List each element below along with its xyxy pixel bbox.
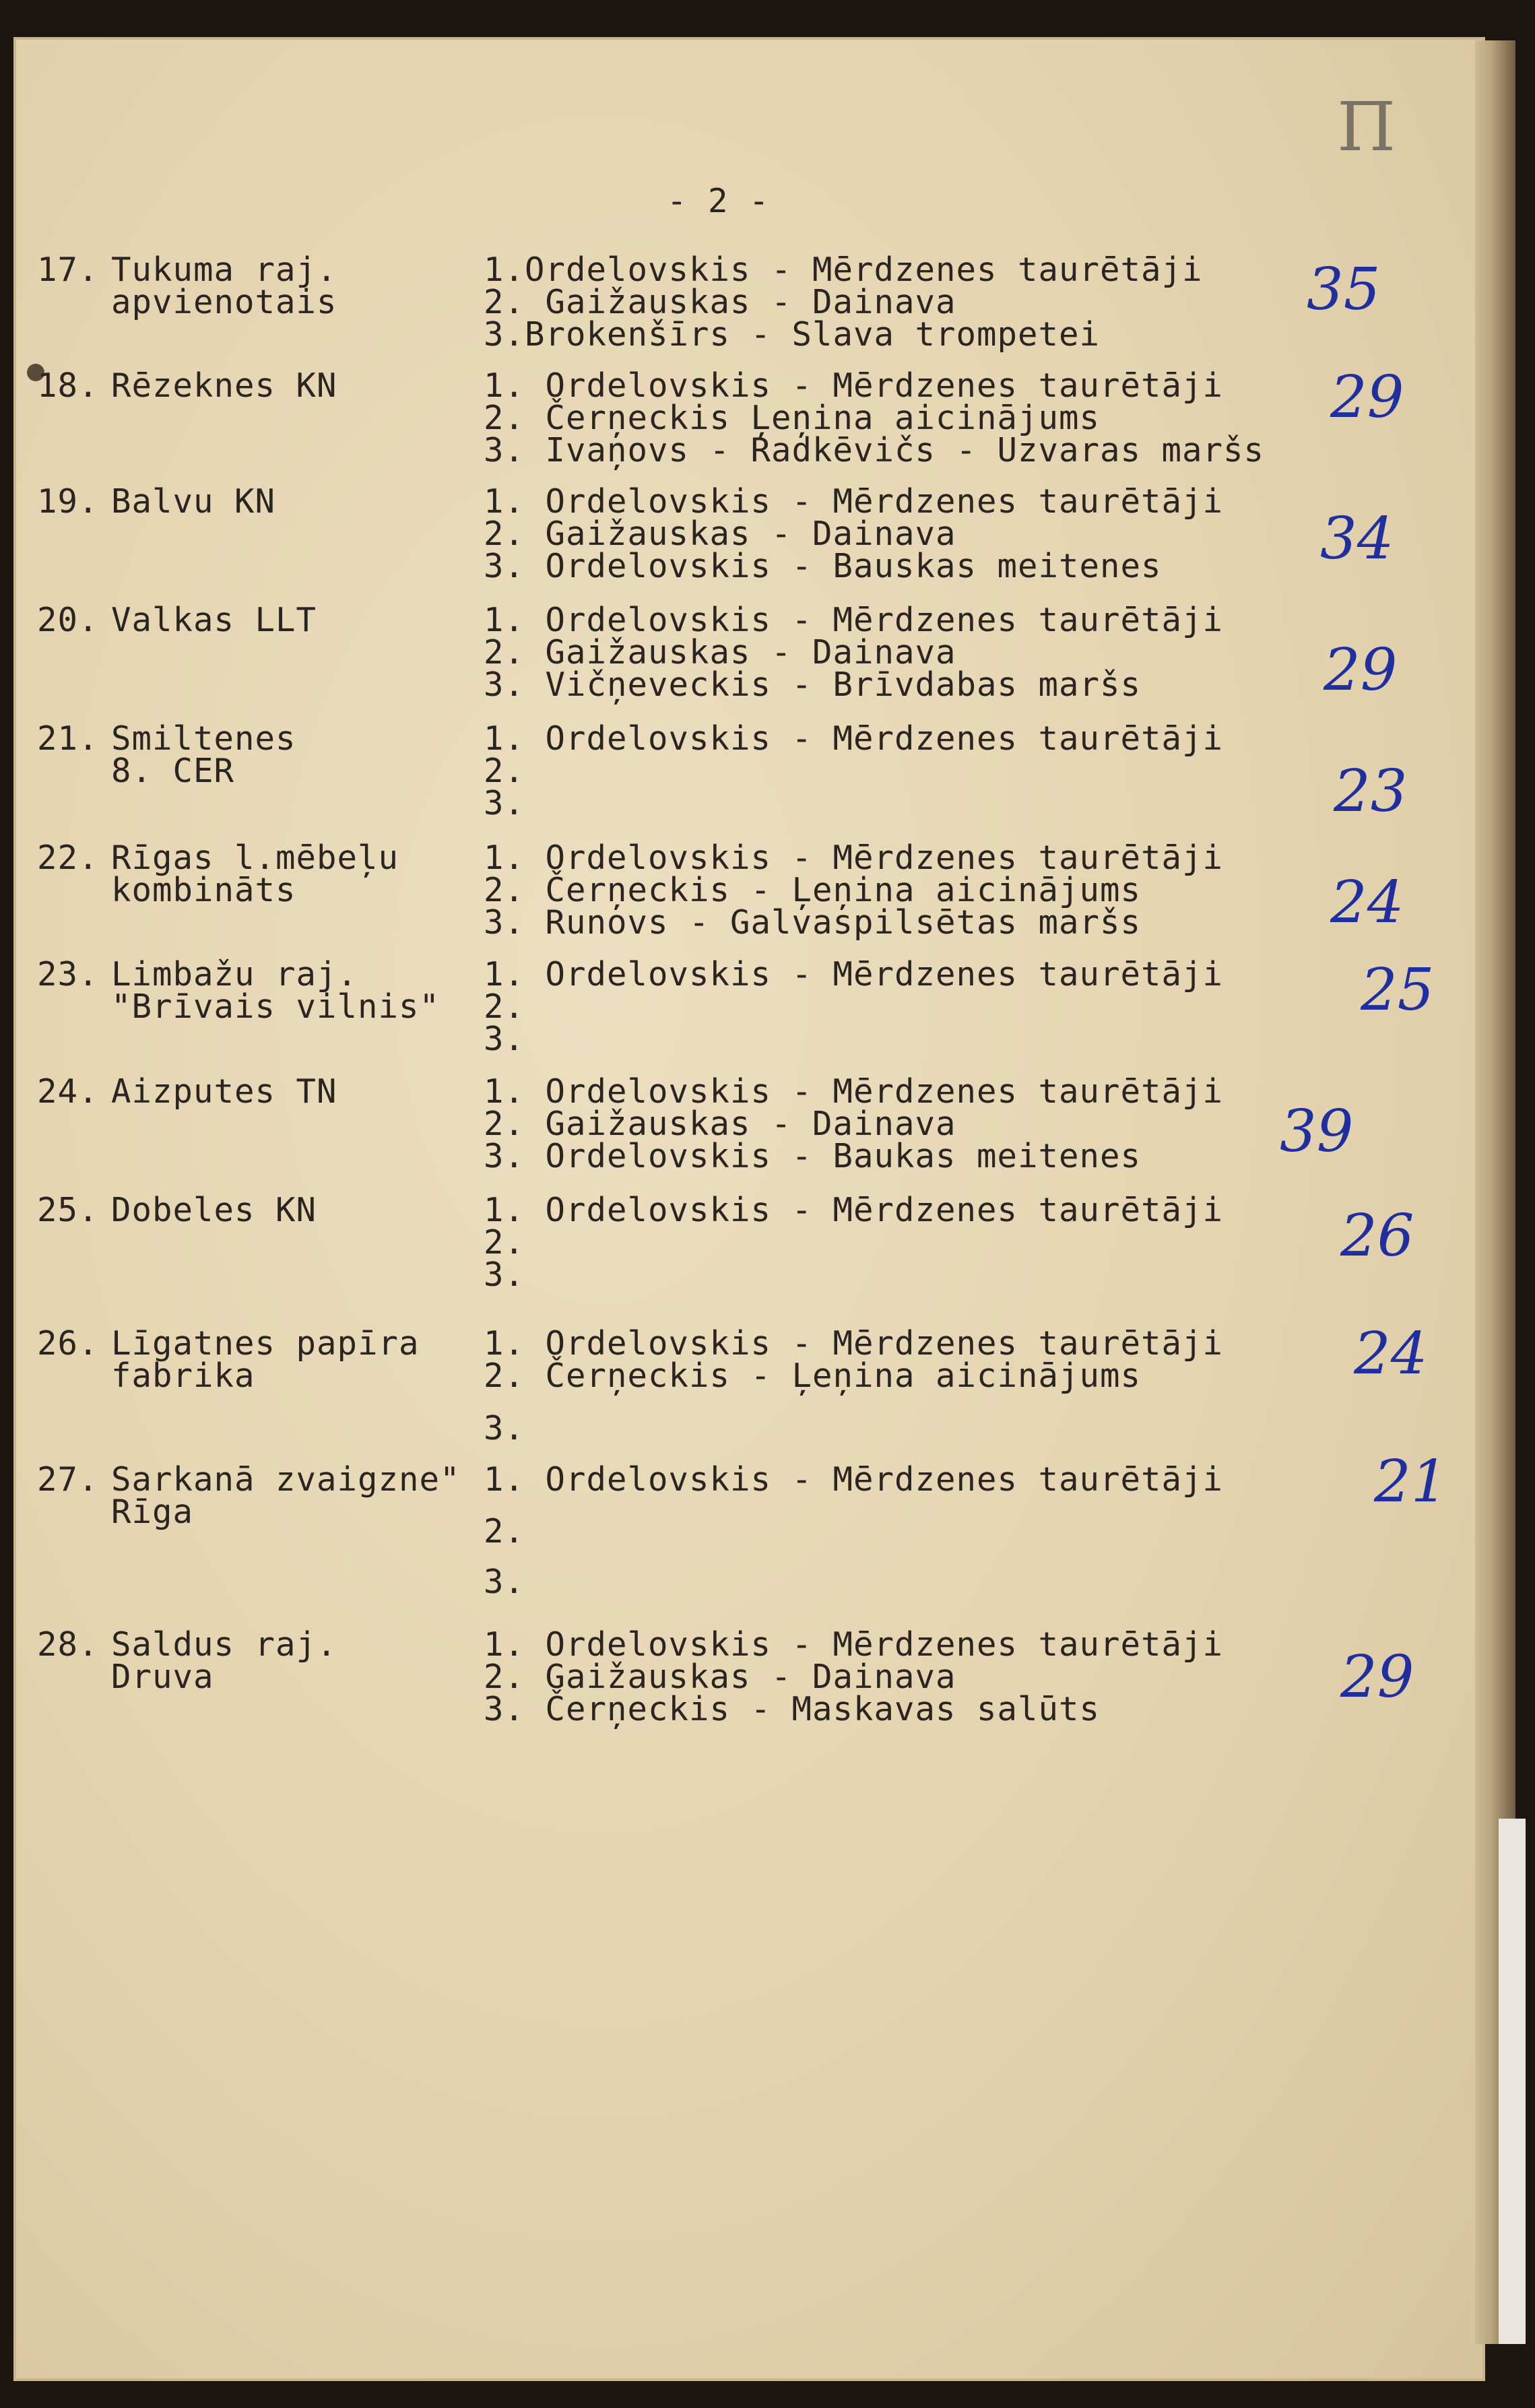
piece-2: 2. Gaižauskas - Dainava <box>484 633 956 672</box>
piece-2: 2. Gaižauskas - Dainava <box>484 1105 956 1143</box>
handwritten-score: 24 <box>1330 869 1404 936</box>
ensemble-name: Rēzeknes KN <box>111 366 337 405</box>
piece-1: 1. Ordelovskis - Mērdzenes taurētāji <box>484 719 1224 758</box>
handwritten-score: 39 <box>1280 1098 1354 1165</box>
ensemble-name: Tukuma raj. <box>111 251 337 289</box>
ensemble-name-line2: apvienotais <box>111 283 337 321</box>
ensemble-name: Balvu KN <box>111 482 276 521</box>
entry-number: 18. <box>37 366 99 405</box>
piece-1: 1. Ordelovskis - Mērdzenes taurētāji <box>484 1191 1224 1229</box>
piece-1: 1. Ordelovskis - Mērdzenes taurētāji <box>484 366 1224 405</box>
ensemble-name: Dobeles KN <box>111 1191 317 1229</box>
handwritten-score: 24 <box>1354 1320 1428 1388</box>
piece-3: 3. Čerņeckis - Maskavas salūts <box>484 1690 1101 1728</box>
handwritten-score: 29 <box>1324 637 1398 704</box>
piece-2: 2. Čerņeckis - Ļeņina aicinājums <box>484 871 1142 909</box>
ensemble-name: Smiltenes <box>111 719 296 758</box>
piece-3: 3. Ordelovskis - Bauskas meitenes <box>484 547 1162 585</box>
piece-3: 3.Brokenšīrs - Slava trompetei <box>484 315 1101 354</box>
ensemble-name-line2: 8. CER <box>111 752 235 790</box>
piece-2: 2. Gaižauskas - Dainava <box>484 515 956 553</box>
piece-2: 2. <box>484 1223 525 1262</box>
ensemble-name-line2: Druva <box>111 1658 214 1696</box>
piece-1: 1. Ordelovskis - Mērdzenes taurētāji <box>484 955 1224 994</box>
entry-number: 24. <box>37 1072 99 1111</box>
ensemble-name-line2: Rīga <box>111 1493 194 1531</box>
piece-3: 3. <box>484 1563 525 1601</box>
piece-3: 3. <box>484 1409 525 1447</box>
ensemble-name: Rīgas l.mēbeļu <box>111 839 399 877</box>
handwritten-score: 29 <box>1340 1644 1414 1711</box>
handwritten-score: 25 <box>1361 956 1435 1024</box>
piece-1: 1. Ordelovskis - Mērdzenes taurētāji <box>484 482 1224 521</box>
entry-number: 25. <box>37 1191 99 1229</box>
ensemble-name: Sarkanā zvaigzne" <box>111 1460 461 1499</box>
piece-1: 1. Ordelovskis - Mērdzenes taurētāji <box>484 1460 1224 1499</box>
ensemble-name: Valkas LLT <box>111 601 317 639</box>
ensemble-name-line2: fabrika <box>111 1357 255 1395</box>
piece-2: 2. Gaižauskas - Dainava <box>484 283 956 321</box>
ensemble-name: Limbažu raj. <box>111 955 358 994</box>
handwritten-score: 34 <box>1320 505 1394 573</box>
entry-number: 20. <box>37 601 99 639</box>
entry-number: 23. <box>37 955 99 994</box>
entry-number: 27. <box>37 1460 99 1499</box>
piece-2: 2. Čerņeckis Ļeņina aicinājums <box>484 399 1101 437</box>
piece-2: 2. <box>484 752 525 790</box>
piece-3: 3. <box>484 1256 525 1294</box>
piece-1: 1. Ordelovskis - Mērdzenes taurētāji <box>484 601 1224 639</box>
piece-2: 2. <box>484 1512 525 1551</box>
piece-1: 1. Ordelovskis - Mērdzenes taurētāji <box>484 1324 1224 1363</box>
handwritten-score: 26 <box>1340 1202 1414 1270</box>
corner-mark: Π <box>1337 88 1396 166</box>
handwritten-score: 21 <box>1374 1448 1448 1516</box>
page-number: - 2 - <box>667 182 770 220</box>
entry-number: 28. <box>37 1625 99 1664</box>
piece-3: 3. Ordelovskis - Baukas meitenes <box>484 1137 1142 1175</box>
entry-number: 17. <box>37 251 99 289</box>
piece-3: 3. Ivaņovs - Radkēvičs - Uzvaras maršs <box>484 431 1265 469</box>
ensemble-name: Saldus raj. <box>111 1625 337 1664</box>
piece-2: 2. Čerņeckis - Ļeņina aicinājums <box>484 1357 1142 1395</box>
handwritten-score: 29 <box>1330 364 1404 431</box>
piece-2: 2. <box>484 987 525 1026</box>
piece-3: 3. Vičņeveckis - Brīvdabas maršs <box>484 665 1142 704</box>
piece-1: 1.Ordelovskis - Mērdzenes taurētāji <box>484 251 1203 289</box>
ensemble-name-line2: "Brīvais vilnis" <box>111 987 440 1026</box>
ensemble-name: Aizputes TN <box>111 1072 337 1111</box>
piece-3: 3. <box>484 784 525 822</box>
piece-1: 1. Ordelovskis - Mērdzenes taurētāji <box>484 1625 1224 1664</box>
entry-number: 19. <box>37 482 99 521</box>
piece-1: 1. Ordelovskis - Mērdzenes taurētāji <box>484 839 1224 877</box>
handwritten-score: 23 <box>1334 758 1408 825</box>
entry-number: 26. <box>37 1324 99 1363</box>
piece-2: 2. Gaižauskas - Dainava <box>484 1658 956 1696</box>
piece-3: 3. <box>484 1020 525 1058</box>
piece-3: 3. Runovs - Galvaspilsētas maršs <box>484 903 1142 942</box>
entry-number: 22. <box>37 839 99 877</box>
ensemble-name-line2: kombināts <box>111 871 296 909</box>
entry-number: 21. <box>37 719 99 758</box>
ensemble-name: Līgatnes papīra <box>111 1324 420 1363</box>
page-edge-paper <box>1499 1819 1526 2344</box>
piece-1: 1. Ordelovskis - Mērdzenes taurētāji <box>484 1072 1224 1111</box>
handwritten-score: 35 <box>1307 256 1381 323</box>
